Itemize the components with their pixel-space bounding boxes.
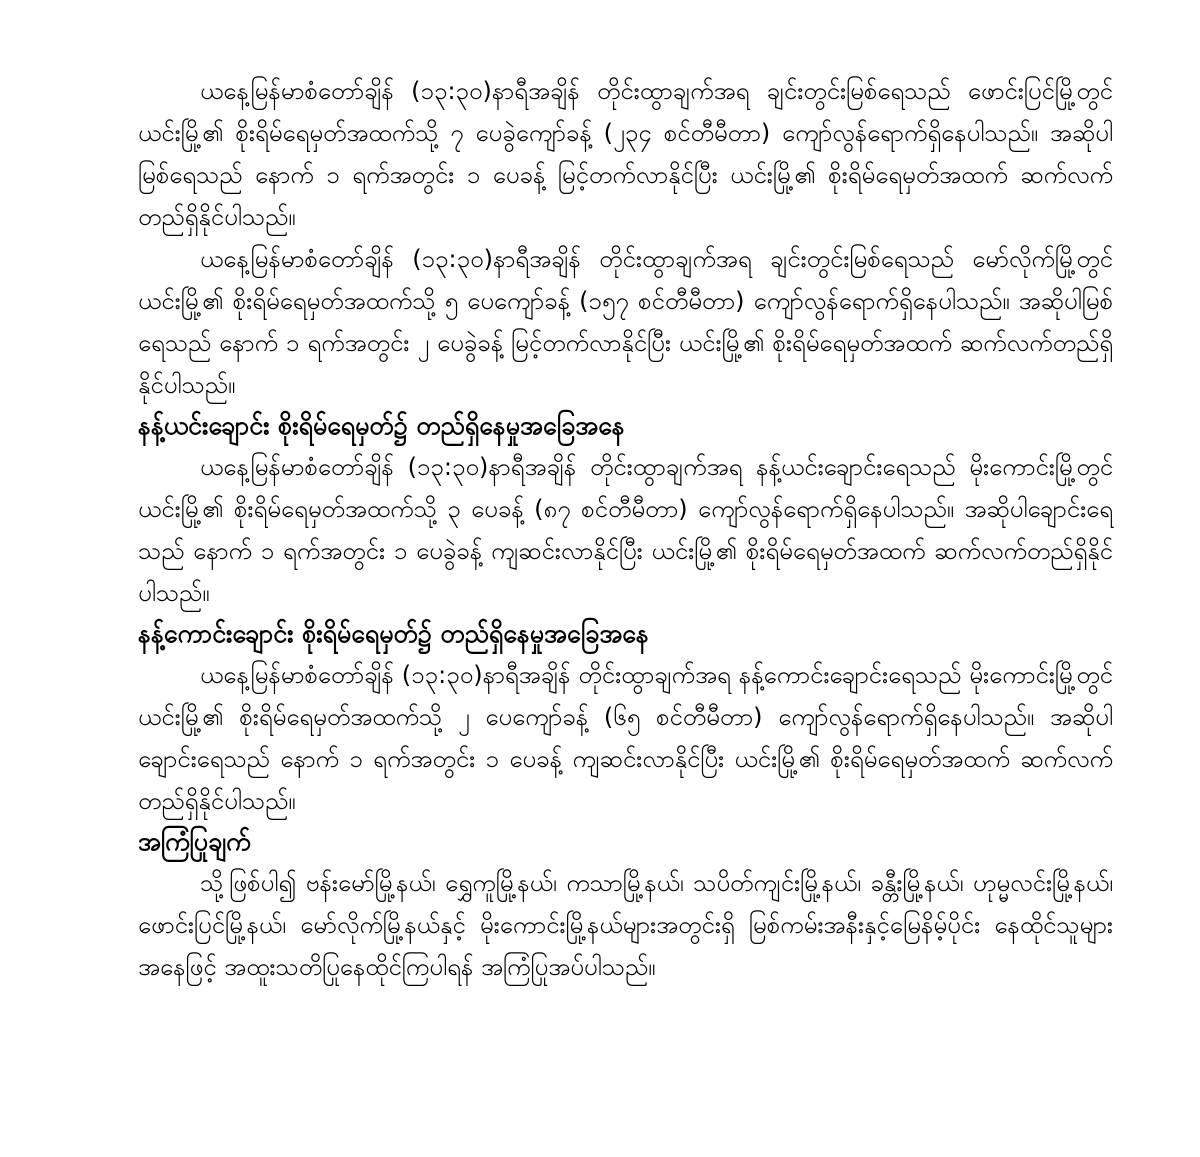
paragraph-advice: သို့ဖြစ်ပါ၍ ဗန်းမော်မြို့နယ်၊ ရွှေကူမြို့နယ်၊ ကသာမြို့နယ်၊ သပိတ်ကျင်းမြို့နယ်၊ ခန္တီးမြို့နယ်၊ ဟုမ္မလင်းမြို့နယ်၊ ဖောင်းပြင်မြို့နယ်၊ မော်လိုက်မြို့နယ်နှင့် မိုးကောင်းမြို့နယ်များအတွင်းရှိ မြစ်ကမ်းအနီးနှင့်မြေနိမ့်ပိုင်း နေထိုင်သူများအနေဖြင့် အထူးသတိပြုနေထိုင်ကြပါရန် အကြံပြုအပ်ပါသည်။ [138, 869, 1113, 981]
paragraph-nanyin-mogaung: ယနေ့မြန်မာစံတော်ချိန် (၁၃:၃၀)နာရီအချိန် တိုင်းထွာချက်အရ နန့်ယင်းချောင်းရေသည် မိုးကောင်းမြို့တွင် ယင်းမြို့၏ စိုးရိမ်ရေမှတ်အထက်သို့ ၃ ပေခန့် (၈၇ စင်တီမီတာ) ကျော်လွန်ရောက်ရှိနေပါသည်။ အဆိုပါချောင်းရေသည် နောက် ၁ ရက်အတွင်း ၁ ပေခွဲခန့် ကျဆင်းလာနိုင်ပြီး ယင်းမြို့၏ စိုးရိမ်ရေမှတ်အထက် ဆက်လက်တည်ရှိနိုင်ပါသည်။ [138, 453, 1113, 607]
paragraph-chindwin-mawlaik: ယနေ့မြန်မာစံတော်ချိန် (၁၃:၃၀)နာရီအချိန် တိုင်းထွာချက်အရ ချင်းတွင်းမြစ်ရေသည် မော်လိုက်မြို့တွင် ယင်းမြို့၏ စိုးရိမ်ရေမှတ်အထက်သို့ ၅ ပေကျော်ခန့် (၁၅၇ စင်တီမီတာ) ကျော်လွန်ရောက်ရှိနေပါသည်။ အဆိုပါမြစ်ရေသည် နောက် ၁ ရက်အတွင်း ၂ ပေခွဲခန့် မြင့်တက်လာနိုင်ပြီး ယင်းမြို့၏ စိုးရိမ်ရေမှတ်အထက် ဆက်လက်တည်ရှိနိုင်ပါသည်။ [138, 245, 1113, 399]
heading-advice: အကြံပြုချက် [138, 827, 251, 856]
heading-namkaung-creek: နန့်ကောင်းချောင်း စိုးရိမ်ရေမှတ်၌ တည်ရှိနေမှုအခြေအနေ [138, 619, 649, 648]
paragraph-chindwin-phaungpyin: ယနေ့မြန်မာစံတော်ချိန် (၁၃:၃၀)နာရီအချိန် တိုင်းထွာချက်အရ ချင်းတွင်းမြစ်ရေသည် ဖောင်းပြင်မြို့တွင် ယင်းမြို့၏ စိုးရိမ်ရေမှတ်အထက်သို့ ၇ ပေခွဲကျော်ခန့် (၂၃၄ စင်တီမီတာ) ကျော်လွန်ရောက်ရှိနေပါသည်။ အဆိုပါမြစ်ရေသည် နောက် ၁ ရက်အတွင်း ၁ ပေခန့် မြင့်တက်လာနိုင်ပြီး ယင်းမြို့၏ စိုးရိမ်ရေမှတ်အထက် ဆက်လက်တည်ရှိနိုင်ပါသည်။ [138, 77, 1113, 231]
document-page [138, 70, 1113, 988]
heading-nanyin-creek: နန့်ယင်းချောင်း စိုးရိမ်ရေမှတ်၌ တည်ရှိနေမှုအခြေအနေ [138, 411, 625, 440]
paragraph-namkaung-mogaung: ယနေ့မြန်မာစံတော်ချိန် (၁၃:၃၀)နာရီအချိန် တိုင်းထွာချက်အရ နန့်ကောင်းချောင်းရေသည် မိုးကောင်းမြို့တွင် ယင်းမြို့၏ စိုးရိမ်ရေမှတ်အထက်သို့ ၂ ပေကျော်ခန့် (၆၅ စင်တီမီတာ) ကျော်လွန်ရောက်ရှိနေပါသည်။ အဆိုပါချောင်းရေသည် နောက် ၁ ရက်အတွင်း ၁ ပေခန့် ကျဆင်းလာနိုင်ပြီး ယင်းမြို့၏ စိုးရိမ်ရေမှတ်အထက် ဆက်လက်တည်ရှိနိုင်ပါသည်။ [138, 661, 1113, 815]
